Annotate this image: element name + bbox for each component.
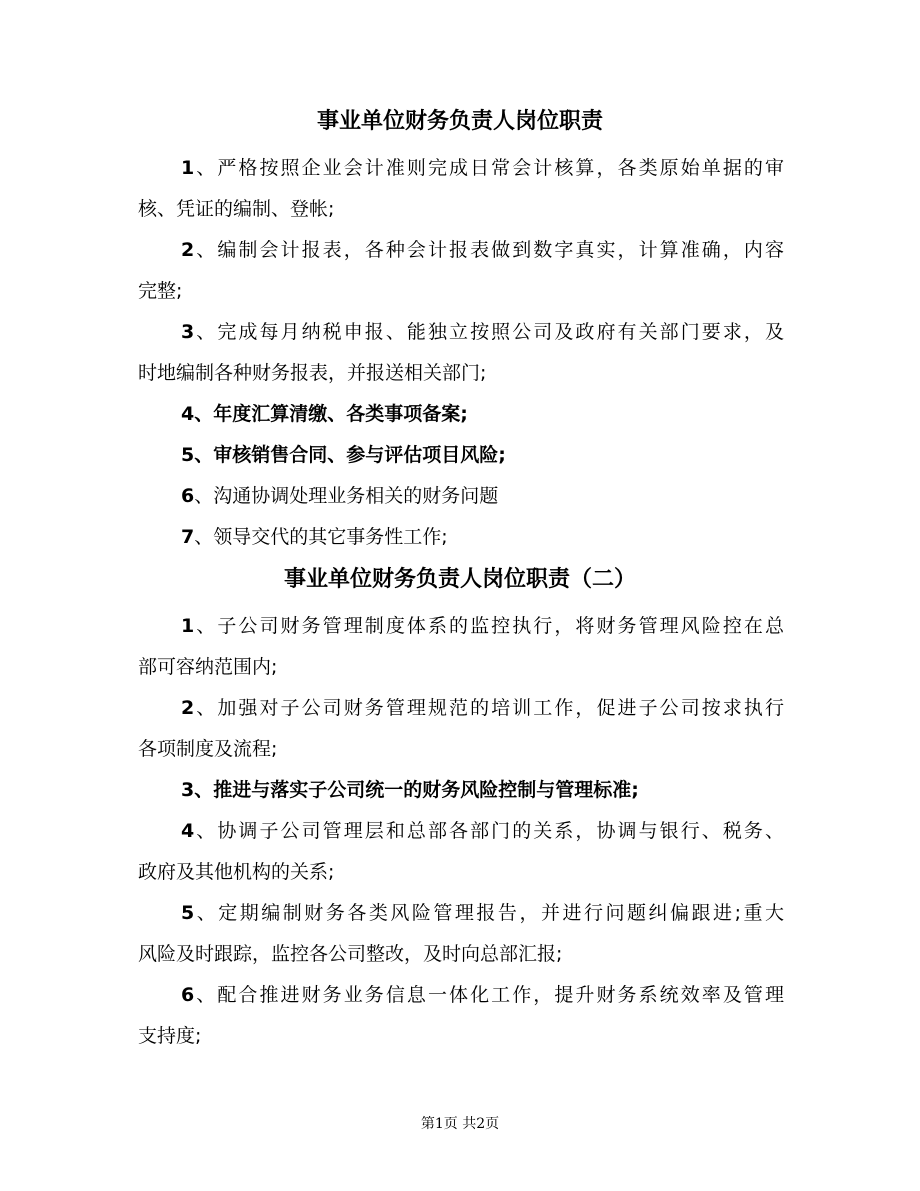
- section1-title: 事业单位财务负责人岗位职责: [316, 109, 603, 134]
- page-number-footer: 第1页 共2页: [420, 1116, 500, 1132]
- s2-item-2: [138, 688, 784, 770]
- s1-item-2: [138, 230, 784, 312]
- item-text-line2: 支持度;: [138, 1025, 202, 1047]
- item-number: 4: [181, 820, 195, 842]
- item-text-line1: 、定期编制财务各类风险管理报告，并进行问题纠偏跟进;重大: [194, 902, 784, 924]
- s2-item-6: [138, 975, 784, 1057]
- item-number: 2: [181, 697, 195, 719]
- item-text-line1: 、编制会计报表，各种会计报表做到数字真实，计算准确，内容: [194, 239, 784, 261]
- item-text-line2: 部可容纳范围内;: [138, 656, 278, 678]
- s1-item-3: [138, 312, 784, 394]
- item-text-line1: 、配合推进财务业务信息一体化工作，提升财务系统效率及管理: [194, 984, 784, 1006]
- item-text-line2: 时地编制各种财务报表，并报送相关部门;: [138, 362, 487, 384]
- item-text-line2: 风险及时跟踪，监控各公司整改，及时向总部汇报;: [138, 943, 563, 965]
- item-text-line1: 、完成每月纳税申报、能独立按照公司及政府有关部门要求，及: [194, 321, 784, 343]
- item-text-line1: 、领导交代的其它事务性工作;: [194, 526, 448, 548]
- item-number: 4: [181, 403, 195, 425]
- s1-item-7: [138, 517, 784, 558]
- item-number: 3: [181, 321, 195, 343]
- item-text-line1: 、子公司财务管理制度体系的监控执行，将财务管理风险控在总: [194, 615, 784, 637]
- item-number: 1: [181, 157, 195, 179]
- s1-item-4: [138, 394, 784, 435]
- item-text-line1: 、推进与落实子公司统一的财务风险控制与管理标准;: [194, 779, 639, 801]
- item-number: 7: [181, 526, 195, 548]
- s1-item-5: [138, 435, 784, 476]
- item-number: 6: [181, 984, 195, 1006]
- item-text-line2: 核、凭证的编制、登帐;: [138, 198, 335, 220]
- item-text-line2: 完整;: [138, 280, 183, 302]
- item-text-line1: 、严格按照企业会计准则完成日常会计核算，各类原始单据的审: [194, 157, 784, 179]
- item-text-line1: 、审核销售合同、参与评估项目风险;: [194, 444, 506, 466]
- item-number: 5: [181, 902, 195, 924]
- item-text-line1: 、年度汇算清缴、各类事项备案;: [194, 403, 468, 425]
- section2-title: 事业单位财务负责人岗位职责（二）: [283, 567, 636, 592]
- item-text-line2: 政府及其他机构的关系;: [138, 861, 335, 883]
- item-text-line1: 、沟通协调处理业务相关的财务问题: [194, 485, 499, 507]
- item-text-line2: 各项制度及流程;: [138, 738, 278, 760]
- item-number: 2: [181, 239, 195, 261]
- item-text-line1: 、协调子公司管理层和总部各部门的关系，协调与银行、税务、: [194, 820, 784, 842]
- item-number: 3: [181, 779, 195, 801]
- s2-item-5: [138, 893, 784, 975]
- item-text-line1: 、加强对子公司财务管理规范的培训工作，促进子公司按求执行: [194, 697, 784, 719]
- s1-item-6: [138, 476, 784, 517]
- s1-item-1: [138, 148, 784, 230]
- item-number: 1: [181, 615, 195, 637]
- s2-item-1: [138, 606, 784, 688]
- item-number: 6: [181, 485, 195, 507]
- item-number: 5: [181, 444, 195, 466]
- s2-item-4: [138, 811, 784, 893]
- s2-item-3: [138, 770, 784, 811]
